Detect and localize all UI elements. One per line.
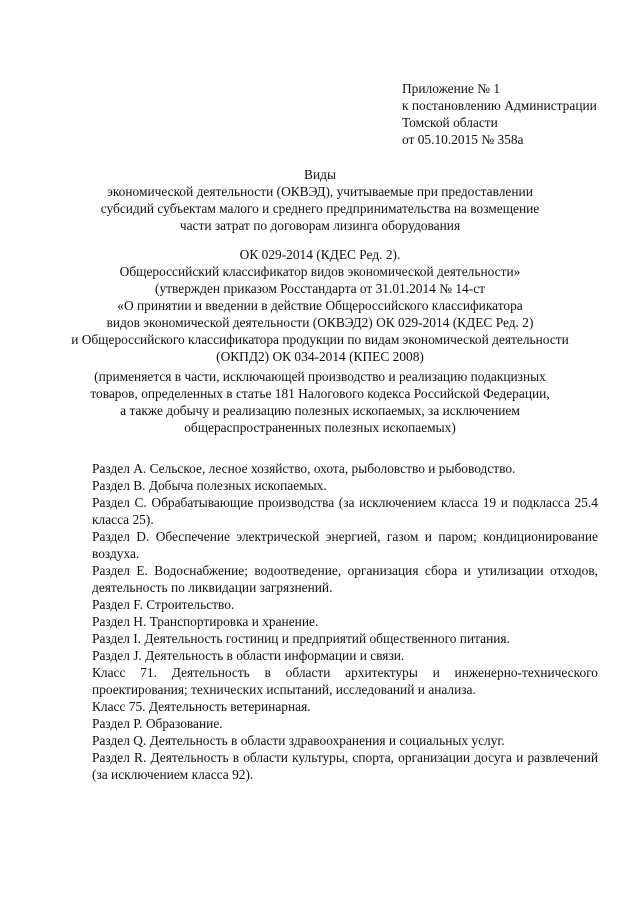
item-line: Раздел D. Обеспечение электрической энергией, газом и паром; кондиционирование xyxy=(92,529,598,544)
list-item xyxy=(92,647,598,664)
item-line: Раздел E. Водоснабжение; водоотведение, организация сбора и утилизации отходов, xyxy=(92,563,598,578)
note-line: товаров, определенных в статье 181 Налогового кодекса Российской Федерации, xyxy=(90,386,550,401)
list-item xyxy=(92,528,598,562)
application-note xyxy=(50,368,590,436)
item-line: Раздел B. Добыча полезных ископаемых. xyxy=(92,478,327,493)
item-line: Раздел P. Образование. xyxy=(92,716,223,731)
classifier-line: и Общероссийского классификатора продукции по видам экономической деятельности xyxy=(71,332,569,347)
document-title xyxy=(60,166,580,234)
title-line: экономической деятельности (ОКВЭД), учитываемые при предоставлении xyxy=(107,184,533,199)
list-item xyxy=(92,596,598,613)
item-line: деятельность по ликвидации загрязнений. xyxy=(92,580,333,595)
list-item xyxy=(92,494,598,528)
item-line: Раздел C. Обрабатывающие производства (за исключением класса 19 и подкласса 25.4 xyxy=(92,495,598,510)
list-item xyxy=(92,630,598,647)
item-line: Раздел R. Деятельность в области культуры, спорта, организации досуга и развлечений xyxy=(92,750,598,765)
classifier-line: (ОКПД2) ОК 034-2014 (КПЕС 2008) xyxy=(216,349,424,364)
list-item xyxy=(92,562,598,596)
item-line: Раздел I. Деятельность гостиниц и предприятий общественного питания. xyxy=(92,631,510,646)
note-line: а также добычу и реализацию полезных ископаемых, за исключением xyxy=(120,403,520,418)
item-line: проектирования; технических испытаний, исследований и анализа. xyxy=(92,682,476,697)
item-line: Раздел F. Строительство. xyxy=(92,597,235,612)
title-line: субсидий субъектам малого и среднего предпринимательства на возмещение xyxy=(100,201,540,216)
item-line: Раздел J. Деятельность в области информации и связи. xyxy=(92,648,405,663)
list-item xyxy=(92,698,598,715)
note-line: общераспространенных полезных ископаемых) xyxy=(184,420,456,435)
appendix-line: Томской области xyxy=(402,115,498,130)
list-item xyxy=(92,715,598,732)
classifier-line: (утвержден приказом Росстандарта от 31.01.2014 № 14-ст xyxy=(155,281,485,296)
title-line: Виды xyxy=(304,167,336,182)
list-item xyxy=(92,460,598,477)
classifier-line: Общероссийский классификатор видов экономической деятельности» xyxy=(119,264,521,279)
list-item xyxy=(92,477,598,494)
classifier-line: видов экономической деятельности (ОКВЭД2) ОК 029-2014 (КДЕС Ред. 2) xyxy=(106,315,534,330)
classifier-block xyxy=(40,246,600,365)
item-line: воздуха. xyxy=(92,546,140,561)
activity-list xyxy=(92,460,598,783)
appendix-line: к постановлению Администрации xyxy=(402,98,597,113)
item-line: Класс 71. Деятельность в области архитектуры и инженерно-технического xyxy=(92,665,598,680)
list-item xyxy=(92,749,598,783)
item-line: Раздел H. Транспортировка и хранение. xyxy=(92,614,319,629)
item-line: Раздел A. Сельское, лесное хозяйство, охота, рыболовство и рыбоводство. xyxy=(92,461,516,476)
item-line: класса 25). xyxy=(92,512,154,527)
list-item xyxy=(92,732,598,749)
item-line: Раздел Q. Деятельность в области здравоохранения и социальных услуг. xyxy=(92,733,505,748)
list-item xyxy=(92,613,598,630)
list-item xyxy=(92,664,598,698)
title-line: части затрат по договорам лизинга оборудования xyxy=(179,218,461,233)
appendix-line: от 05.10.2015 № 358а xyxy=(402,132,524,147)
item-line: (за исключением класса 92). xyxy=(92,767,254,782)
classifier-line: «О принятии и введении в действие Общероссийского классификатора xyxy=(117,298,523,313)
appendix-line: Приложение № 1 xyxy=(402,81,501,96)
note-line: (применяется в части, исключающей производство и реализацию подакцизных xyxy=(94,369,546,384)
appendix-header xyxy=(402,80,622,148)
classifier-line: ОК 029-2014 (КДЕС Ред. 2). xyxy=(239,247,401,262)
item-line: Класс 75. Деятельность ветеринарная. xyxy=(92,699,311,714)
